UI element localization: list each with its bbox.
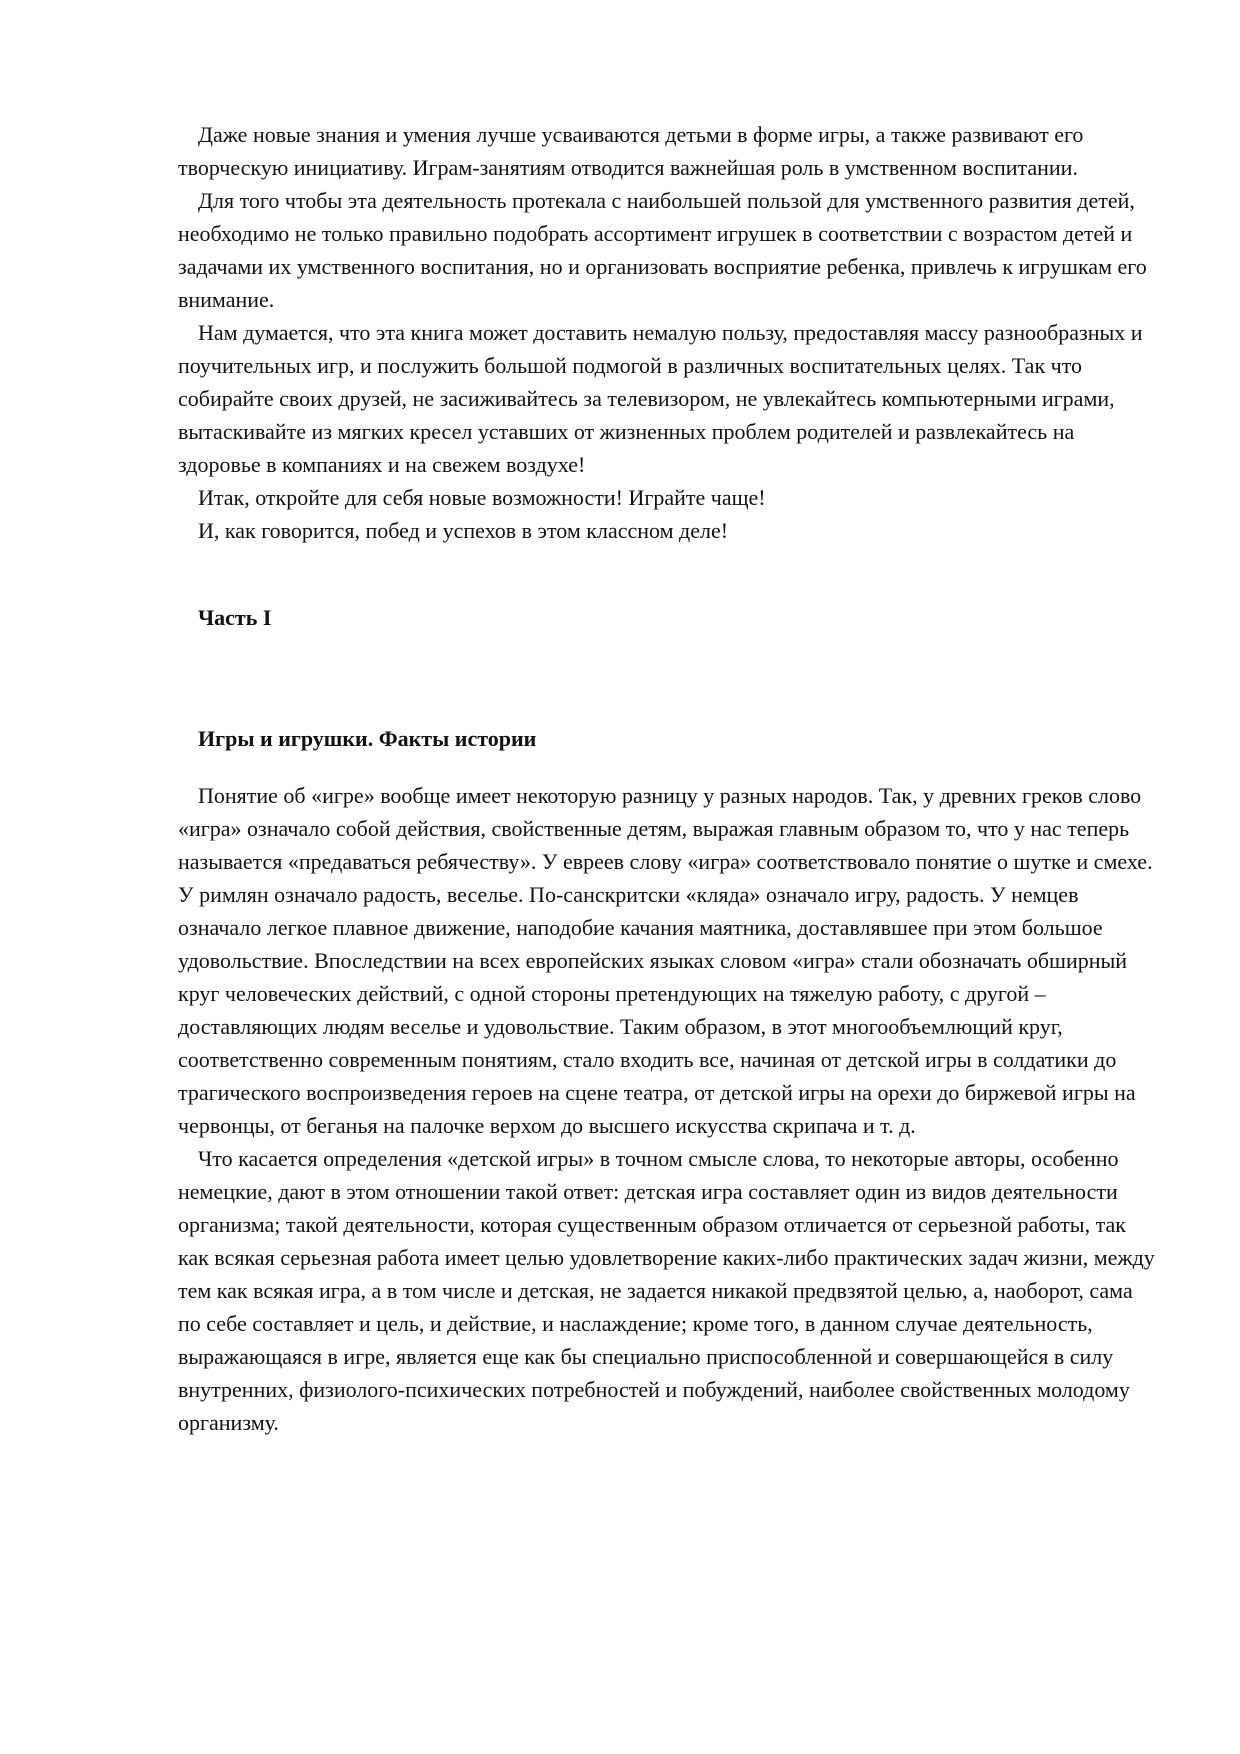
intro-paragraph: Итак, откройте для себя новые возможности! Играйте чаще! [198,485,766,510]
intro-paragraph: Нам думается, что эта книга может доставить немалую пользу, предоставляя массу разнообразных и поучительных игр, и послужить большой подмогой в различных воспитательных целях. Так что собирайте своих друзей, не засиживайтесь за телевизором, не увлекайтесь компьютерными играми, вытаскивайте из мягких кресел уставших от жизненных проблем родителей и развлекайтесь на здоровье в компаниях и на свежем воздухе! [178,320,1143,477]
intro-paragraph: И, как говорится, побед и успехов в этом классном деле! [198,518,729,543]
page-content [178,118,1158,1439]
section-heading: Игры и игрушки. Факты истории [198,726,537,751]
section-paragraph: Что касается определения «детской игры» в точном смысле слова, то некоторые авторы, особенно немецкие, дают в этом отношении такой ответ: детская игра составляет один из видов деятельности организма; такой деятельности, которая существенным образом отличается от серьезной работы, так как всякая серьезная работа имеет целью удовлетворение каких-либо практических задач жизни, между тем как всякая игра, а в том числе и детская, не задается никакой предвзятой целью, а, наоборот, сама по себе составляет и цель, и действие, и наслаждение; кроме того, в данном случае деятельность, выражающаяся в игре, является еще как бы специально приспособленной и совершающейся в силу внутренних, физиолого-психических потребностей и побуждений, наиболее свойственных молодому организму. [178,1146,1155,1435]
intro-paragraph: Для того чтобы эта деятельность протекала с наибольшей пользой для умственного развития детей, необходимо не только правильно подобрать ассортимент игрушек в соответствии с возрастом детей и задачами их умственного воспитания, но и организовать восприятие ребенка, привлечь к игрушкам его внимание. [178,188,1147,312]
section-paragraph: Понятие об «игре» вообще имеет некоторую разницу у разных народов. Так, у древних греков слово «игра» означало собой действия, свойственные детям, выражая главным образом то, что у нас теперь называется «предаваться ребячеству». У евреев слову «игра» соответствовало понятие о шутке и смехе. У римлян означало радость, веселье. По-санскритски «кляда» означало игру, радость. У немцев означало легкое плавное движение, наподобие качания маятника, доставлявшее при этом большое удовольствие. Впоследствии на всех европейских языках словом «игра» стали обозначать обширный круг человеческих действий, с одной стороны претендующих на тяжелую работу, с другой – доставляющих людям веселье и удовольствие. Таким образом, в этот многообъемлющий круг, соответственно современным понятиям, стало входить все, начиная от детской игры в солдатики до трагического воспроизведения героев на сцене театра, от детской игры на орехи до биржевой игры на червонцы, от беганья на палочке верхом до высшего искусства скрипача и т. д. [178,783,1153,1138]
part-heading: Часть I [198,605,272,630]
intro-paragraph: Даже новые знания и умения лучше усваиваются детьми в форме игры, а также развивают его творческую инициативу. Играм-занятиям отводится важнейшая роль в умственном воспитании. [178,122,1084,180]
